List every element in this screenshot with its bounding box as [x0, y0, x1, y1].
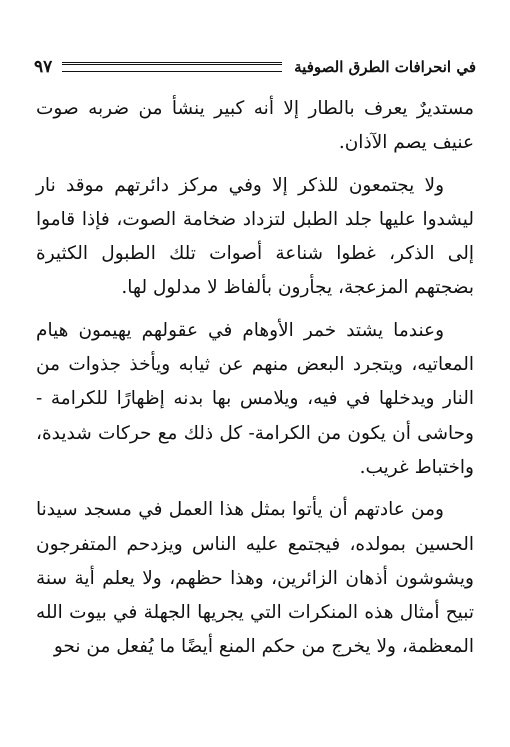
paragraph-1: مستديرٌ يعرف بالطار إلا أنه كبير ينشأ من ضربه صوت عنيف يصم الآذان. — [36, 98, 474, 154]
page-body — [36, 92, 474, 673]
paragraph-3: وعندما يشتد خمر الأوهام في عقولهم يهيمون هيام المعاتيه، ويتجرد البعض منهم عن ثيابه ويأخذ جذوات من النار ويدخلها في فيه، ويلامس بها بدنه إظهارًا للكرامة - وحاشى أن يكون من الكرامة- كل ذلك مع حركات شديدة، واختباط غريب. — [36, 319, 474, 478]
page-number: ٩٧ — [34, 57, 53, 77]
header-title: في انحرافات الطرق الصوفية — [294, 58, 476, 76]
paragraph-2: ولا يجتمعون للذكر إلا وفي مركز دائرتهم موقد نار ليشدوا عليها جلد الطبل لتزداد ضخامة الصوت، فإذا قاموا إلى الذكر، غطوا شناعة أصوات تلك الطبول الكثيرة بضجتهم المزعجة، يجأرون بألفاظ لا مدلول لها. — [36, 174, 474, 299]
header-divider — [62, 62, 282, 72]
paragraph-4: ومن عادتهم أن يأتوا بمثل هذا العمل في مسجد سيدنا الحسين بمولده، فيجتمع عليه الناس ويزدحم المتفرجون ويشوشون أذهان الزائرين، وهذا حظهم، ولا يعلم أية سنة تبيح أمثال هذه المنكرات التي يجريها الجهلة في بيوت الله المعظمة، ولا يخرج من حكم المنع أيضًا ما يُفعل من نحو — [36, 499, 474, 658]
running-header — [34, 52, 476, 82]
